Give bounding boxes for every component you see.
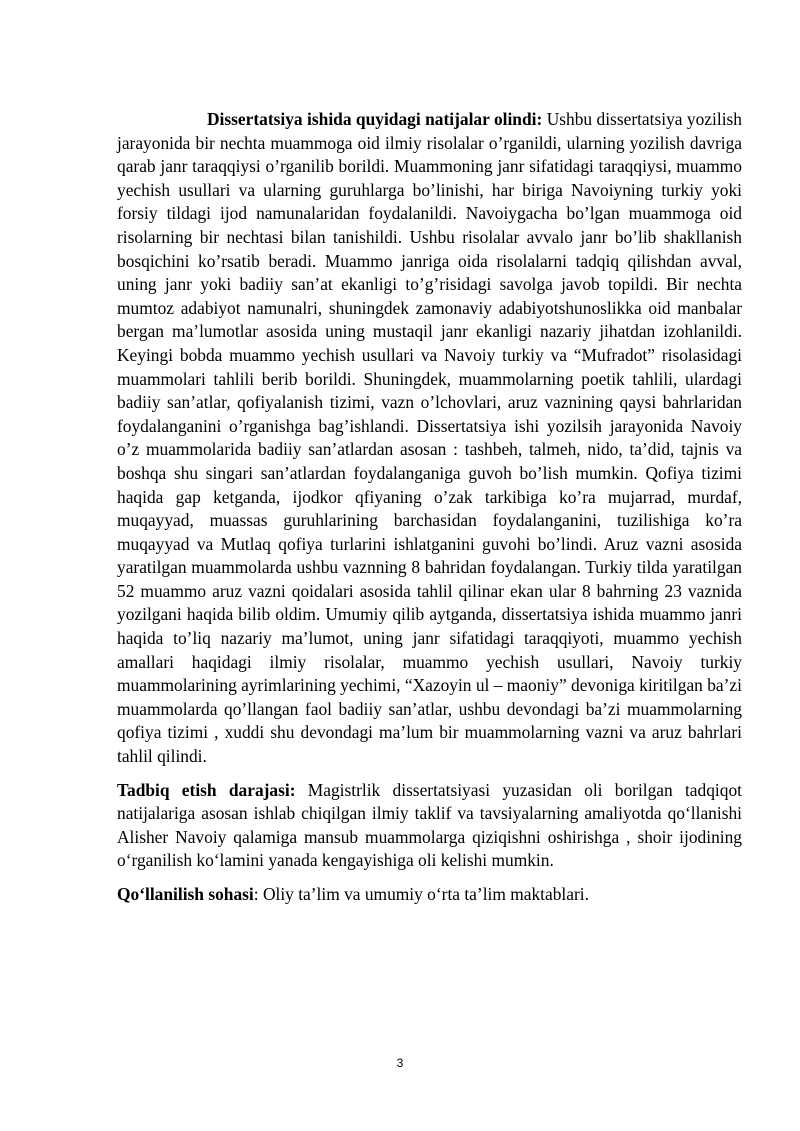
page-number: 3 xyxy=(396,1056,404,1070)
implementation-heading: Tadbiq etish darajasi: xyxy=(117,779,296,800)
application-text: : Oliy ta’lim va umumiy o‘rta ta’lim maktablari. xyxy=(253,884,589,904)
application-heading: Qo‘llanilish sohasi xyxy=(117,884,254,904)
implementation-text: Magistrlik dissertatsiyasi yuzasidan oli borilgan tadqiqot natijalariga asosan ishlab chiqilgan ilmiy taklif va tavsiyalarning amaliyotda qo‘llanishi Alisher Navoiy qalamiga mansub muammolarga qiziqishni oshirishga , shoir ijodining o‘rganilish ko‘lamini yanada kengayishiga oli kelishi mumkin. xyxy=(117,779,742,871)
results-heading: Dissertatsiya ishida quyidagi natijalar olindi: xyxy=(207,109,543,129)
page-content xyxy=(117,108,742,907)
implementation-paragraph xyxy=(117,779,742,873)
application-paragraph xyxy=(117,883,742,907)
results-text: Ushbu dissertatsiya yozilish jarayonida bir nechta muammoga oid ilmiy risolalar o’rganildi, ularning yozilish davriga qarab janr taraqqiysi o’rganilib borildi. Muammoning janr sifatidagi taraqqiysi, muammo yechish usullari va ularning guruhlarga bo’linishi, har biriga Navoiyning turkiy yoki forsiy tildagi ijod namunalaridan foydalanildi. Navoiygacha bo’lgan muammoga oid risolarning bir nechtasi bilan tanishildi. Ushbu risolalar avvalo janr bo’lib shakllanish bosqichini ko’rsatib beradi. Muammo janriga oida risolalarni tadqiq qilishdan avval, uning janr yoki badiiy san’at ekanligi to’g’risidagi savolga javob topildi. Bir nechta mumtoz adabiyot namunalri, shuningdek zamonaviy adabiyotshunoslikka oid manbalar bergan ma’lumotlar asosida uning mustaqil janr ekanligi nazariy jihatdan izohlanildi. Keyingi bobda muammo yechish usullari va Navoiy turkiy va “Mufradot” risolasidagi muammolari tahlili berib borildi. Shuningdek, muammolarning poetik tahlili, ulardagi badiiy san’atlar, qofiyalanish tizimi, vazn o’lchovlari, aruz vaznining qaysi bahrlaridan foydalanganini o’rganishga bag’ishlandi. Dissertatsiya ishi yozilsih jarayonida Navoiy o’z muammolarida badiiy san’atlardan asosan : tashbeh, talmeh, nido, ta’did, tajnis va boshqa shu singari san’atlardan foydalanganiga guvoh bo’lish mumkin. Qofiya tizimi haqida gap ketganda, ijodkor qfiyaning o’zak tarkibiga ko’ra mujarrad, murdaf, muqayyad, muassas guruhlarining barchasidan foydalanganini, tuzilishiga ko’ra muqayyad va Mutlaq qofiya turlarini ishlatganini guvohi bo’lindi. Aruz vazni asosida yaratilgan muammolarda ushbu vaznning 8 bahridan foydalangan. Turkiy tilda yaratilgan 52 muammo aruz vazni qoidalari asosida tahlil qilinar ekan ular 8 bahrning 23 vaznida yozilgani haqida bilib oldim. Umumiy qilib aytganda, dissertatsiya ishida muammo janri haqida to’liq nazariy ma’lumot, uning janr sifatidagi taraqqiyoti, muammo yechish amallari haqidagi ilmiy risolalar, muammo yechish usullari, Navoiy turkiy muammolarining ayrimlarining yechimi, “Xazoyin ul – maoniy” devoniga kiritilgan ba’zi muammolarda qo’llangan faol badiiy san’atlar, ushbu devondagi ba’zi muammolarning qofiya tizimi , xuddi shu devondagi ma’lum bir muammolarning vazni va aruz bahrlari tahlil qilindi. xyxy=(117,109,742,767)
results-paragraph xyxy=(117,108,742,769)
